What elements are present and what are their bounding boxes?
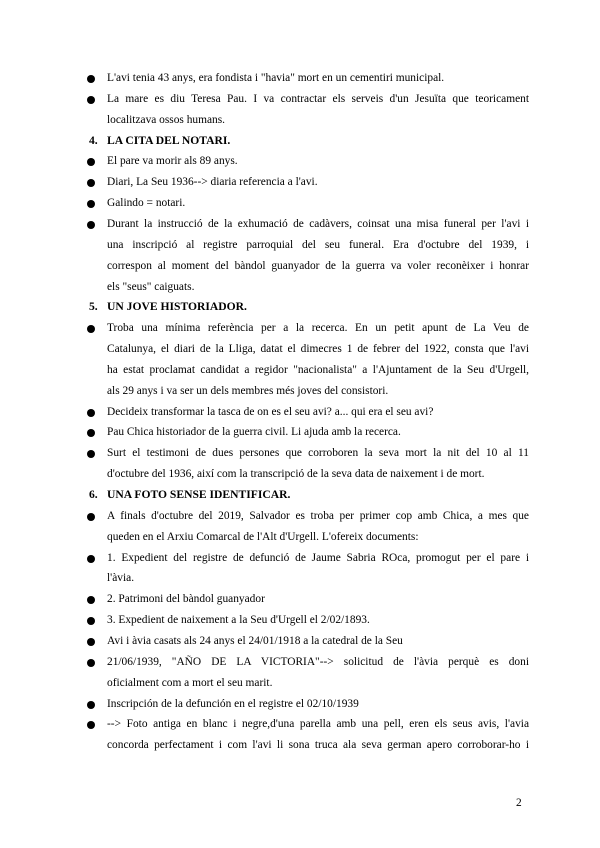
bullet-text-line: localitzava ossos humans. bbox=[107, 113, 225, 126]
bullet-text-line: Pau Chica historiador de la guerra civil. Li ajuda amb la recerca. bbox=[107, 426, 401, 439]
bullet-text-line: d'octubre del 1936, així com la transcripció de la seva data de naixement i de mort. bbox=[107, 468, 485, 481]
bullet-text-line: L'avi tenia 43 anys, era fondista i "havia" mort en un cementiri municipal. bbox=[107, 72, 445, 84]
bullet-icon bbox=[87, 158, 95, 166]
bullet-icon bbox=[87, 75, 95, 83]
bullet-icon bbox=[87, 638, 95, 646]
bullet-icon bbox=[87, 617, 95, 625]
bullet-text-line: Diari, La Seu 1936--> diaria referencia a l'avi. bbox=[107, 176, 318, 189]
bullet-text-line: l'àvia. bbox=[107, 572, 135, 585]
bullet-text-line: La mare es diu Teresa Pau. I va contractar els serveis d'un Jesuïta que teoricament bbox=[107, 92, 529, 105]
bullet-text-line: 2. Patrimoni del bàndol guanyador bbox=[107, 593, 265, 606]
section-heading bbox=[89, 298, 247, 316]
bullet-text-line: Avi i àvia casats als 24 anys el 24/01/1918 a la catedral de la Seu bbox=[107, 634, 403, 647]
bullet-text-line: queden en el Arxiu Comarcal de l'Alt d'Urgell. L'ofereix documents: bbox=[107, 530, 419, 543]
bullet-icon bbox=[87, 96, 95, 104]
bullet-text-line: Troba una mínima referència per a la recerca. En un petit apunt de La Veu de bbox=[107, 322, 529, 335]
section-heading bbox=[89, 486, 290, 504]
bullet-icon bbox=[87, 596, 95, 604]
section-number: 5. bbox=[89, 300, 98, 314]
bullet-icon bbox=[87, 659, 95, 667]
bullet-text-line: una inscripció al registre parroquial del seu funeral. Era d'octubre del 1939, i bbox=[107, 238, 529, 251]
bullet-text-line: ha estat proclamat candidat a regidor "nacionalista" a l'Ajuntament de la Seu d'Urgell, bbox=[107, 363, 529, 376]
bullet-icon bbox=[87, 179, 95, 187]
bullet-text-line: 21/06/1939, "AÑO DE LA VICTORIA"--> solicitud de l'àvia perquè es doni bbox=[107, 655, 529, 668]
bullet-text-line: concorda perfectament i com l'avi li sona truca ala seva german apero corroborar-ho i bbox=[107, 739, 529, 752]
section-number: 4. bbox=[89, 133, 98, 147]
bullet-text-line: correspon al moment del bàndol guanyador de la guerra va voler reconèixer i honrar bbox=[107, 259, 529, 272]
bullet-text-line: Catalunya, el diari de la Lliga, datat el dimecres 1 de febrer del 1922, consta que l'avi bbox=[107, 343, 529, 356]
bullet-text-line: A finals d'octubre del 2019, Salvador es troba per primer cop amb Chica, a mes que bbox=[107, 509, 529, 522]
section-heading bbox=[89, 132, 230, 150]
bullet-text-line: Inscripción de la defunción en el registre el 02/10/1939 bbox=[107, 697, 359, 710]
bullet-text-line: als 29 anys i va ser un dels membres més joves del consistori. bbox=[107, 384, 389, 397]
bullet-icon bbox=[87, 429, 95, 437]
section-title: UN JOVE HISTORIADOR. bbox=[107, 300, 247, 314]
bullet-icon bbox=[87, 513, 95, 521]
bullet-icon bbox=[87, 409, 95, 417]
bullet-icon bbox=[87, 200, 95, 208]
bullet-icon bbox=[87, 325, 95, 333]
bullet-text-line: Decideix transformar la tasca de on es el seu avi? a... qui era el seu avi? bbox=[107, 405, 434, 418]
section-number: 6. bbox=[89, 488, 98, 501]
page-number: 2 bbox=[516, 797, 522, 809]
bullet-icon bbox=[87, 450, 95, 458]
bullet-text-line: els "seus" caiguats. bbox=[107, 280, 195, 293]
bullet-text-line: --> Foto antiga en blanc i negre,d'una parella amb una pell, eren els seus avis, l'avia bbox=[107, 718, 529, 731]
bullet-icon bbox=[87, 701, 95, 709]
bullet-icon bbox=[87, 721, 95, 729]
bullet-text-line: oficialment com a mort el seu marit. bbox=[107, 676, 273, 689]
bullet-text-line: Galindo = notari. bbox=[107, 197, 186, 210]
section-title: LA CITA DEL NOTARI. bbox=[107, 133, 231, 147]
bullet-text-line: 3. Expedient de naixement a la Seu d'Urgell el 2/02/1893. bbox=[107, 614, 370, 627]
bullet-icon bbox=[87, 555, 95, 563]
bullet-text-line: Durant la instrucció de la exhumació de cadàvers, coinsat una misa funeral per l'avi i bbox=[107, 217, 529, 230]
bullet-icon bbox=[87, 221, 95, 229]
bullet-text-line: Surt el testimoni de dues persones que corroboren la seva mort la nit del 10 al 11 bbox=[107, 447, 529, 460]
bullet-text-line: El pare va morir als 89 anys. bbox=[107, 155, 238, 168]
bullet-text-line: 1. Expedient del registre de defunció de Jaume Sabria ROca, promogut per el pare i bbox=[107, 551, 529, 564]
section-title: UNA FOTO SENSE IDENTIFICAR. bbox=[107, 488, 291, 501]
